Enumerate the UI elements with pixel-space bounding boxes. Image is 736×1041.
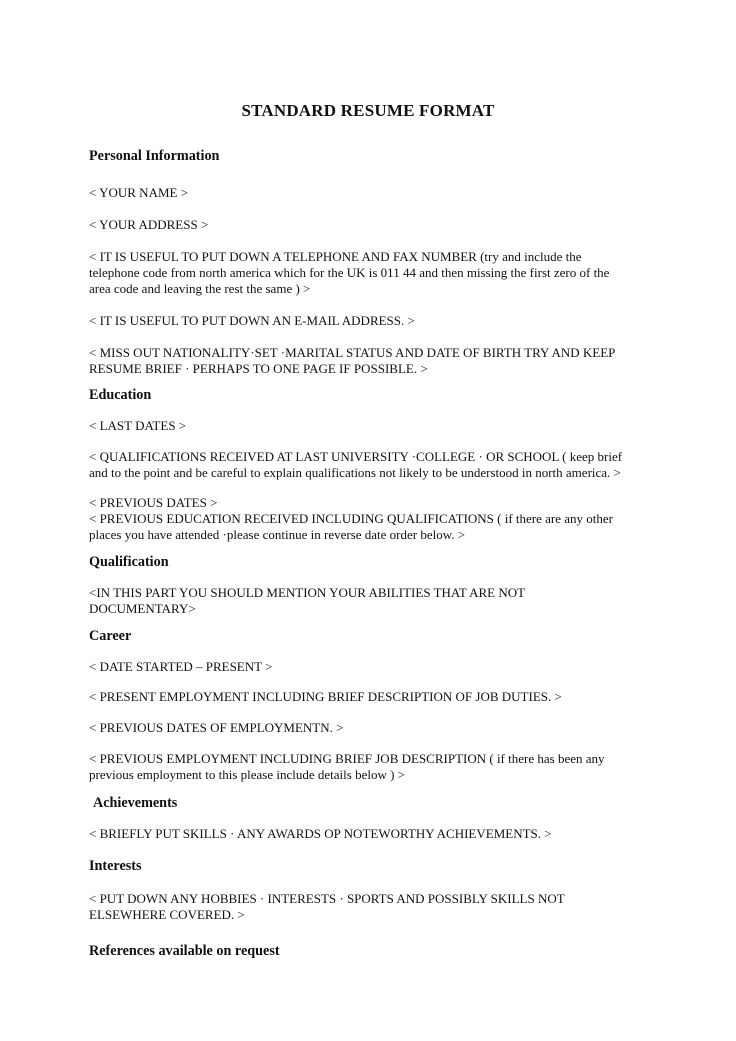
heading-references: References available on request xyxy=(89,943,280,959)
text-line: < IT IS USEFUL TO PUT DOWN A TELEPHONE AND FAX NUMBER (try and include the xyxy=(89,249,582,264)
text-line: < MISS OUT NATIONALITY·SET ·MARITAL STATUS AND DATE OF BIRTH TRY AND KEEP xyxy=(89,345,616,360)
personal-phone-paragraph xyxy=(89,249,669,297)
heading-education: Education xyxy=(89,387,152,403)
heading-personal-information: Personal Information xyxy=(89,148,220,164)
text-line: <IN THIS PART YOU SHOULD MENTION YOUR ABILITIES THAT ARE NOT xyxy=(89,585,526,600)
text-line: and to the point and be careful to explain qualifications not likely to be understood in north america. > xyxy=(89,465,621,480)
heading-interests: Interests xyxy=(89,858,142,874)
document-title: STANDARD RESUME FORMAT xyxy=(241,101,495,120)
text-line: places you have attended ·please continue in reverse date order below. > xyxy=(89,527,466,542)
text-line: area code and leaving the rest the same ) > xyxy=(89,281,311,296)
text-line: DOCUMENTARY> xyxy=(89,601,196,616)
heading-qualification: Qualification xyxy=(89,554,169,570)
achievements-skills: < BRIEFLY PUT SKILLS · ANY AWARDS OP NOTEWORTHY ACHIEVEMENTS. > xyxy=(89,826,552,841)
career-previous-dates: < PREVIOUS DATES OF EMPLOYMENTN. > xyxy=(89,720,344,735)
career-previous-paragraph xyxy=(89,751,669,783)
heading-achievements: Achievements xyxy=(93,795,178,811)
education-last-dates: < LAST DATES > xyxy=(89,418,187,433)
text-line: < PUT DOWN ANY HOBBIES · INTERESTS · SPORTS AND POSSIBLY SKILLS NOT xyxy=(89,891,565,906)
education-previous-paragraph xyxy=(89,495,669,543)
text-line: RESUME BRIEF · PERHAPS TO ONE PAGE IF POSSIBLE. > xyxy=(89,361,428,376)
personal-name: < YOUR NAME > xyxy=(89,185,189,200)
text-line: < PREVIOUS EDUCATION RECEIVED INCLUDING QUALIFICATIONS ( if there are any other xyxy=(89,511,613,526)
personal-email: < IT IS USEFUL TO PUT DOWN AN E-MAIL ADDRESS. > xyxy=(89,313,415,328)
personal-omit-paragraph xyxy=(89,345,669,377)
text-line: telephone code from north america which for the UK is 011 44 and then missing the first zero of the xyxy=(89,265,610,280)
text-line: < PREVIOUS DATES > xyxy=(89,495,218,510)
education-qualifications-paragraph xyxy=(89,449,669,481)
text-line: previous employment to this please include details below ) > xyxy=(89,767,406,782)
text-line: < QUALIFICATIONS RECEIVED AT LAST UNIVERSITY ·COLLEGE · OR SCHOOL ( keep brief xyxy=(89,449,623,464)
personal-address: < YOUR ADDRESS > xyxy=(89,217,209,232)
career-date-started: < DATE STARTED – PRESENT > xyxy=(89,659,273,674)
interests-hobbies-paragraph xyxy=(89,891,669,923)
career-present-employment: < PRESENT EMPLOYMENT INCLUDING BRIEF DESCRIPTION OF JOB DUTIES. > xyxy=(89,689,562,704)
qualification-abilities-paragraph xyxy=(89,585,669,617)
heading-career: Career xyxy=(89,628,132,644)
text-line: ELSEWHERE COVERED. > xyxy=(89,907,245,922)
text-line: < PREVIOUS EMPLOYMENT INCLUDING BRIEF JOB DESCRIPTION ( if there has been any xyxy=(89,751,605,766)
